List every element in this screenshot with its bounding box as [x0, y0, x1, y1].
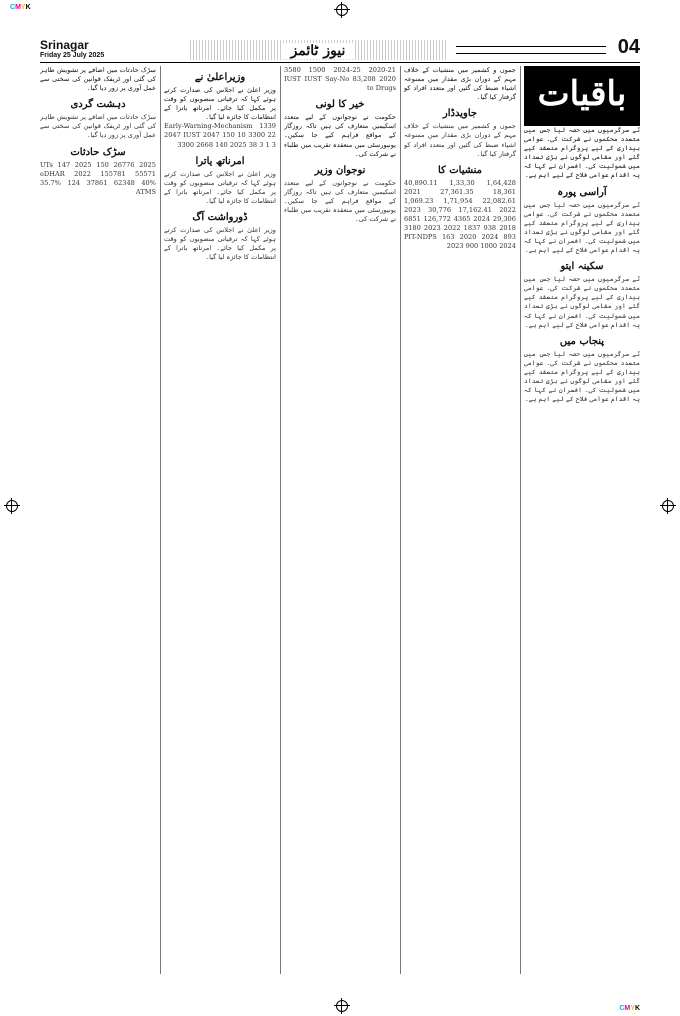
headline: آراسی پورہ [557, 186, 607, 198]
figure-value: 1,33,30 [437, 178, 475, 187]
figure-value: Drugs [375, 84, 396, 93]
column-3 [284, 66, 396, 974]
figure-value: 124 [67, 178, 87, 187]
column-text: جموں و کشمیر میں منشیات کے خلاف مہم کے دوران بڑی مقدار میں ممنوعہ اشیاء ضبط کی گئیں اور متعدد افراد کو گرفتار کیا گیا۔ [404, 122, 516, 158]
figure-value: 3180 [404, 224, 421, 233]
figure-value: IUST [183, 131, 203, 140]
figure-value: 2023 [446, 242, 466, 251]
cmyk-k: K [634, 1005, 640, 1012]
headline: جاویدڈار [442, 108, 478, 120]
article-columns [40, 66, 640, 974]
figure-value: 22 [267, 131, 276, 140]
cmyk-c: C [619, 1005, 625, 1012]
cmyk-y: Y [20, 4, 26, 11]
date-label: Friday 25 July 2025 [40, 52, 105, 59]
figure-value: 22,082.61 [472, 196, 516, 205]
headline: منشیات کا [437, 164, 483, 176]
headline: وزیراعلیٰ نے [194, 72, 246, 83]
column-text: ٹے سرگرمیوں میں حصہ لیا جس میں متعدد محکموں نے شرکت کی۔ عوامی بیداری کے لیے پروگرام منعقد کیے گئے اور مقامی لوگوں نے بڑی تعداد میں شمولیت کی۔ افسران نے کہا کہ یہ اقدام عوامی فلاح کے لیے اہم ہے۔ [524, 200, 640, 255]
figure-value: 29,306 [490, 215, 516, 224]
headline: ڈورواشت آگ [192, 212, 248, 224]
figure-value: 40,890.11 [404, 178, 438, 187]
column-rule [160, 66, 161, 974]
registration-mark-icon [662, 500, 674, 512]
figure-value: Early-Warning-Mechanism [164, 122, 260, 131]
figure-value: 2025 [134, 160, 156, 169]
cmyk-strip-top [10, 4, 31, 11]
cmyk-m: M [15, 4, 21, 11]
page-number: 04 [617, 36, 640, 58]
cmyk-m: M [624, 1005, 631, 1012]
figure-value: 893 [503, 233, 516, 242]
figure-value: 163 [441, 233, 460, 242]
figure-value: 938 [480, 224, 497, 233]
section-banner: باقیات [524, 66, 640, 126]
column-text: سڑک حادثات میں اضافے پر تشویش ظاہر کی گئی اور ٹریفک قوانین کی سختی سے عمل آوری پر زور دیا گیا۔ [40, 66, 156, 93]
figure-value: 150 [91, 160, 109, 169]
column-4 [164, 66, 276, 974]
figure-value: ATMS [135, 187, 156, 196]
figure-value: 30,776 [420, 206, 452, 215]
figure-value: 3300 [248, 131, 268, 140]
figure-value: 2025 [229, 140, 249, 149]
cmyk-k: K [25, 4, 31, 11]
city-label: Srinagar [40, 38, 89, 52]
figure-value: 1,71,954 [433, 196, 473, 205]
column-figures [404, 179, 516, 252]
headline: امرناتھ یاترا [195, 155, 245, 167]
figure-value: 2022 [74, 169, 101, 178]
column-5 [40, 66, 156, 974]
figure-value: Say-No [325, 75, 350, 84]
figure-value: 2020 [459, 233, 482, 242]
figure-value: 83,208 [349, 75, 376, 84]
headline: نوجوان وزیر [314, 164, 366, 176]
figure-value: 3 [259, 140, 266, 149]
header-rule [456, 46, 606, 54]
column-figures [40, 161, 156, 197]
figure-value: 37861 [86, 178, 114, 187]
headline: پنجاب میں [559, 335, 605, 347]
cmyk-strip-bottom [619, 1005, 640, 1012]
figure-value: 2025 [70, 160, 92, 169]
figure-value: 155781 [100, 169, 136, 178]
figure-value: 1,069.23 [404, 196, 434, 205]
figure-value: 150 [222, 131, 238, 140]
figure-value: 3 [271, 140, 276, 149]
figure-value: 26776 [108, 160, 135, 169]
column-figures [164, 122, 276, 149]
figure-value: 10 [237, 131, 249, 140]
figure-value: 55571 [135, 169, 156, 178]
column-1 [524, 66, 640, 974]
figure-value: PIT-NDPS [404, 233, 442, 242]
figure-value: 2668 [196, 140, 216, 149]
column-text: جموں و کشمیر میں منشیات کے خلاف مہم کے دوران بڑی مقدار میں ممنوعہ اشیاء ضبط کی گئیں اور متعدد افراد کو گرفتار کیا گیا۔ [404, 66, 516, 102]
figure-value: 2020-21 [360, 66, 396, 74]
figure-value: UTs [40, 160, 53, 169]
column-text: ٹے سرگرمیوں میں حصہ لیا جس میں متعدد محکموں نے شرکت کی۔ عوامی بیداری کے لیے پروگرام منعقد کیے گئے اور مقامی لوگوں نے بڑی تعداد میں شمولیت کی۔ افسران نے کہا کہ یہ اقدام عوامی فلاح کے لیے اہم ہے۔ [524, 275, 640, 329]
registration-mark-icon [336, 1000, 348, 1012]
column-text: ٹے سرگرمیوں میں حصہ لیا جس میں متعدد محکموں نے شرکت کی۔ عوامی بیداری کے لیے پروگرام منعقد کیے گئے اور مقامی لوگوں نے بڑی تعداد میں شمولیت کی۔ افسران نے کہا کہ یہ اقدام عوامی فلاح کے لیے اہم ہے۔ [524, 126, 640, 180]
column-rule [520, 66, 521, 974]
registration-mark-icon [336, 4, 348, 16]
headline: سکینہ ایتو [560, 261, 604, 273]
figure-value: 2023 [420, 224, 441, 233]
headline: دہشت گردی [70, 99, 126, 111]
registration-mark-icon [6, 500, 18, 512]
figure-value: 18,361 [473, 187, 516, 196]
figure-value: 2023 [404, 206, 421, 215]
figure-value: 2018 [496, 224, 516, 233]
column-text: وزیر اعلیٰ نے اجلاس کی صدارت کرتے ہوئے کہا کہ ترقیاتی منصوبوں کو وقت پر مکمل کیا جائے۔ امرناتھ یاترا کے انتظامات کا جائزہ لیا گیا۔ [164, 86, 276, 122]
figure-value: 27,361.35 [420, 187, 474, 196]
figure-value: 140 [215, 140, 230, 149]
column-rule [280, 66, 281, 974]
figure-value: 38 [248, 140, 260, 149]
figure-value: IUST [284, 75, 305, 84]
figure-value: 1339 [259, 122, 276, 131]
figure-value: 6851 [404, 215, 421, 224]
figure-value: 62348 [113, 178, 142, 187]
figure-value: 126,772 [420, 215, 451, 224]
figure-value: eDHAR [40, 169, 75, 178]
figure-value: 2021 [404, 187, 421, 196]
figure-value: 2022 [440, 224, 461, 233]
column-figures [284, 66, 396, 93]
column-text: سڑک حادثات میں اضافے پر تشویش ظاہر کی گئی اور ٹریفک قوانین کی سختی سے عمل آوری پر زور دیا گیا۔ [40, 113, 156, 140]
figure-value: 2047 [202, 131, 223, 140]
figure-value: 2024 [499, 242, 516, 251]
column-text: حکومت نے نوجوانوں کے لیے متعدد اسکیمیں متعارف کی ہیں تاکہ روزگار کے مواقع فراہم کیے جا سکیں۔ یونیورسٹی میں منعقدہ تقریب میں طلباء نے شرکت کی۔ [284, 178, 396, 224]
headline: خیر کا لونی [315, 99, 365, 111]
column-text: حکومت نے نوجوانوں کے لیے متعدد اسکیمیں متعارف کی ہیں تاکہ روزگار کے مواقع فراہم کیے جا سکیں۔ یونیورسٹی میں منعقدہ تقریب میں طلباء نے شرکت کی۔ [284, 113, 396, 158]
figure-value: 40% [141, 178, 156, 187]
figure-value: 147 [52, 160, 71, 169]
figure-value: 1500 [300, 66, 326, 74]
masthead [188, 40, 448, 60]
masthead-title: نیوز ٹائمز [281, 43, 356, 59]
figure-value: 35.7% [40, 178, 68, 187]
figure-value: IUST [304, 75, 326, 84]
figure-value: 3300 [177, 140, 197, 149]
figure-value: to [366, 84, 376, 93]
figure-value: 2024-25 [325, 66, 361, 74]
page-header [40, 38, 640, 63]
figure-value: 4365 [450, 215, 471, 224]
figure-value: 1837 [460, 224, 481, 233]
figure-value: 2022 [491, 206, 516, 215]
figure-value: 900 [465, 242, 481, 251]
headline: سڑک حادثات [70, 146, 126, 158]
figure-value: 1000 [480, 242, 500, 251]
cmyk-y: Y [630, 1005, 635, 1012]
column-rule [400, 66, 401, 974]
figure-value: 2047 [164, 131, 184, 140]
column-text: ٹے سرگرمیوں میں حصہ لیا جس میں متعدد محکموں نے شرکت کی۔ عوامی بیداری کے لیے پروگرام منعقد کیے گئے اور مقامی لوگوں نے بڑی تعداد میں شمولیت کی۔ افسران نے کہا کہ یہ اقدام عوامی فلاح کے لیے اہم ہے۔ [524, 349, 640, 404]
cmyk-c: C [10, 4, 16, 11]
figure-value: 2024 [470, 215, 491, 224]
column-text: وزیر اعلیٰ نے اجلاس کی صدارت کرتے ہوئے کہا کہ ترقیاتی منصوبوں کو وقت پر مکمل کیا جائے۔ امرناتھ یاترا کے انتظامات کا جائزہ لیا گیا۔ [164, 226, 276, 262]
figure-value: 2024 [481, 233, 504, 242]
figure-value: 1 [265, 140, 272, 149]
column-2 [404, 66, 516, 974]
figure-value: 17,162.41 [451, 206, 492, 215]
figure-value: 2020 [375, 75, 396, 84]
figure-value: 1,64,428 [474, 178, 516, 187]
column-text: وزیر اعلیٰ نے اجلاس کی صدارت کرتے ہوئے کہا کہ ترقیاتی منصوبوں کو وقت پر مکمل کیا جائے۔ امرناتھ یاترا کے انتظامات کا جائزہ لیا گیا۔ [164, 169, 276, 205]
figure-value: 3580 [284, 66, 301, 74]
